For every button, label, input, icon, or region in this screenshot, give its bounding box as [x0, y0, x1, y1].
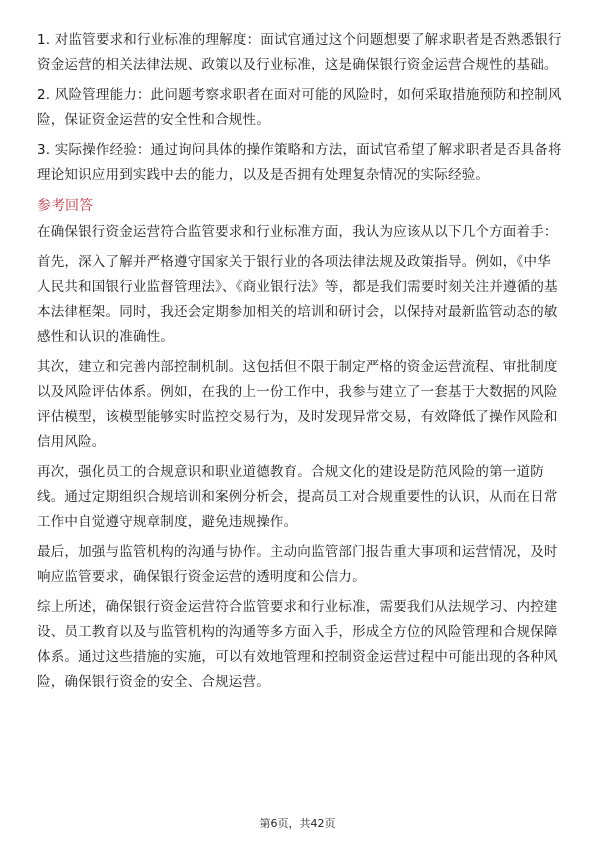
document-page	[37, 28, 563, 695]
answer-intro: 在确保银行资金运营符合监管要求和行业标准方面，我认为应该从以下几个方面着手：	[37, 224, 558, 240]
answer-paragraph-fourth: 最后，加强与监管机构的沟通与协作。主动向监管部门报告重大事项和运营情况，及时响应监管要求，确保银行资金运营的透明度和公信力。	[37, 544, 558, 585]
point-2: 2. 风险管理能力：此问题考察求职者在面对可能的风险时，如何采取措施预防和控制风险，保证资金运营的安全性和合规性。	[37, 87, 562, 128]
answer-summary: 综上所述，确保银行资金运营符合监管要求和行业标准，需要我们从法规学习、内控建设、员工教育以及与监管机构的沟通等多方面入手，形成全方位的风险管理和合规保障体系。通过这些措施的实施，可以有效地管理和控制资金运营过程中可能出现的各种风险，确保银行资金的安全、合规运营。	[37, 599, 558, 690]
page-number-footer: 第6页，共42页	[259, 817, 336, 830]
answer-paragraph-third: 再次，强化员工的合规意识和职业道德教育。合规文化的建设是防范风险的第一道防线。通过定期组织合规培训和案例分析会，提高员工对合规重要性的认识，从而在日常工作中自觉遵守规章制度，避免违规操作。	[37, 464, 558, 530]
point-3: 3. 实际操作经验：通过询问具体的操作策略和方法，面试官希望了解求职者是否具备将理论知识应用到实践中去的能力，以及是否拥有处理复杂情况的实际经验。	[37, 142, 562, 183]
point-1: 1. 对监管要求和行业标准的理解度：面试官通过这个问题想要了解求职者是否熟悉银行资金运营的相关法律法规、政策以及行业标准，这是确保银行资金运营合规性的基础。	[37, 32, 562, 73]
answer-paragraph-first: 首先，深入了解并严格遵守国家关于银行业的各项法律法规及政策指导。例如，《中华人民共和国银行业监督管理法》、《商业银行法》等，都是我们需要时刻关注并遵循的基本法律框架。同时，我还会定期参加相关的培训和研讨会，以保持对最新监管动态的敏感性和认识的准确性。	[37, 254, 558, 345]
answer-paragraph-second: 其次，建立和完善内部控制机制。这包括但不限于制定严格的资金运营流程、审批制度以及风险评估体系。例如，在我的上一份工作中，我参与建立了一套基于大数据的风险评估模型，该模型能够实时监控交易行为，及时发现异常交易，有效降低了操作风险和信用风险。	[37, 359, 558, 450]
reference-answer-heading: 参考回答	[37, 198, 93, 214]
